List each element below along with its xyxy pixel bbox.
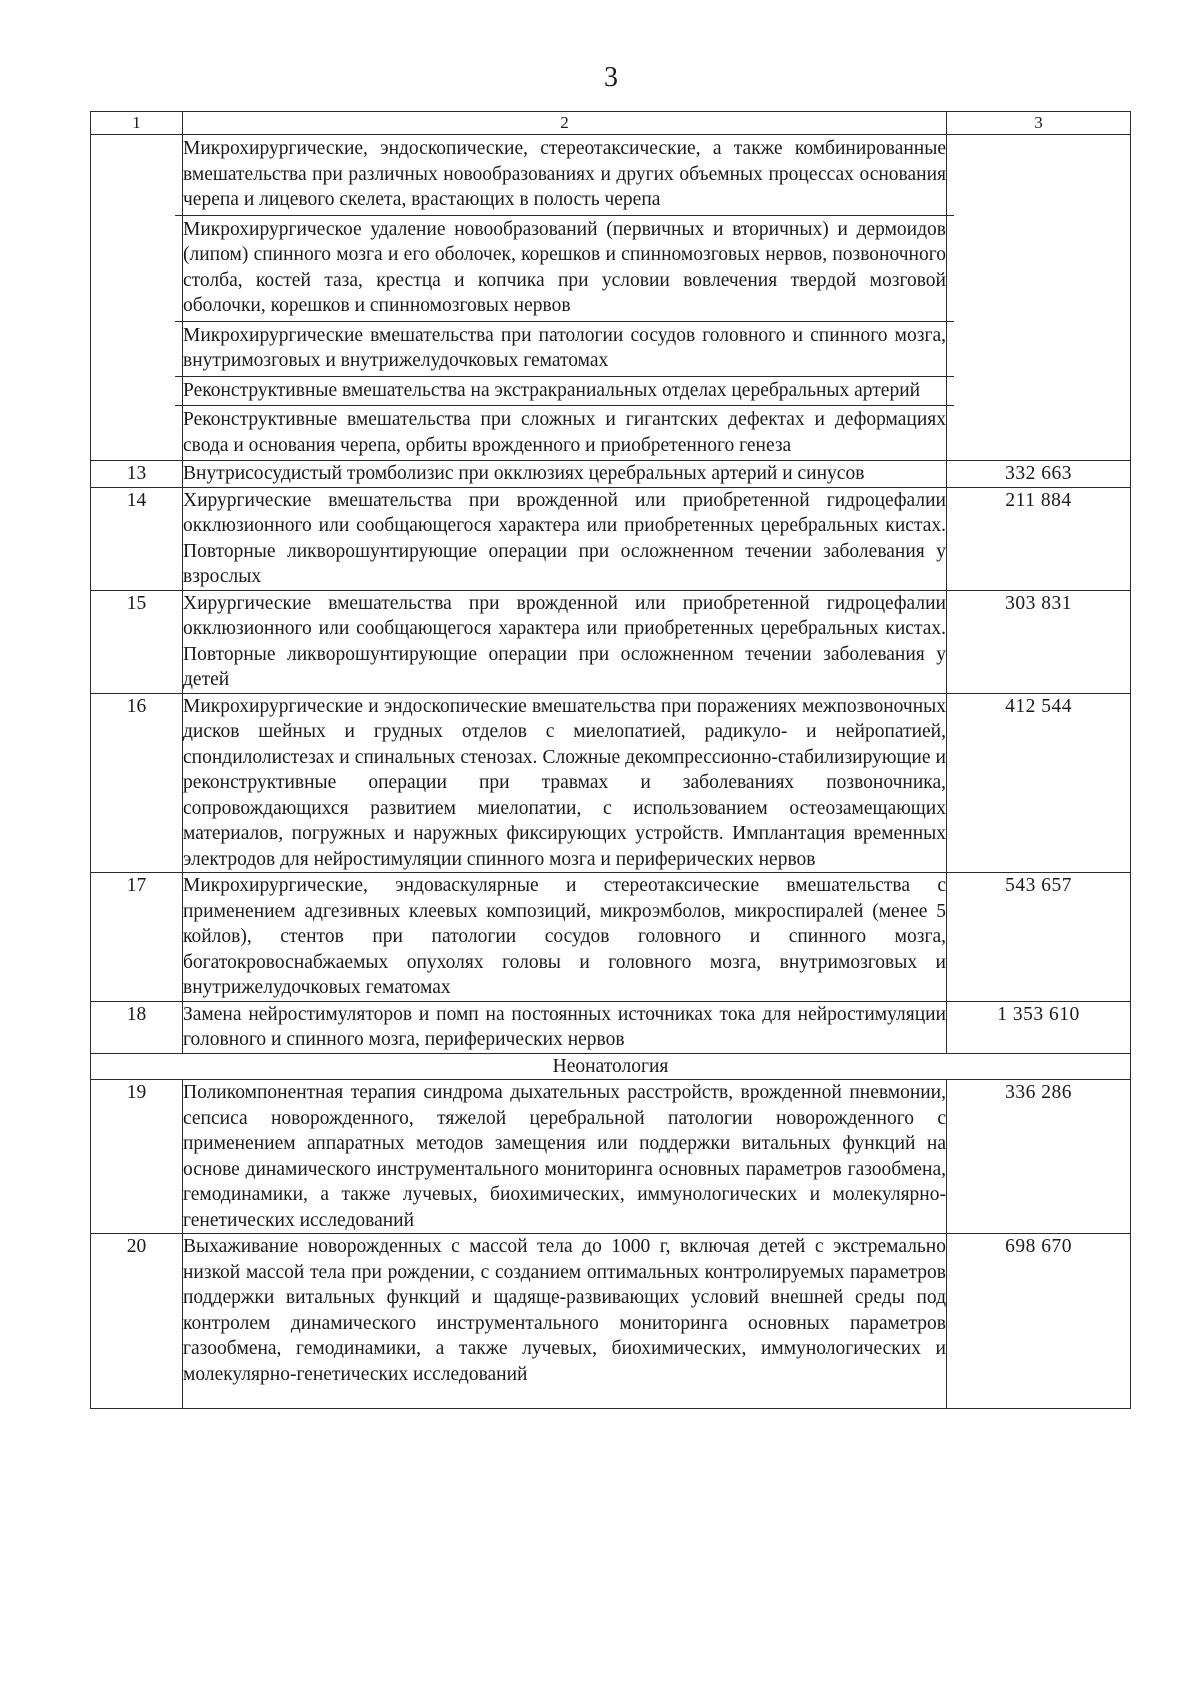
sub-item: Реконструктивные вмешательства при сложных и гигантских дефектах и деформациях свода и основания черепа, орбиты врожденного и приобретенного генеза xyxy=(183,409,946,456)
row-number: 17 xyxy=(91,873,183,1002)
row-description: Хирургические вмешательства при врожденной или приобретенной гидроцефалии окклюзионного или сообщающегося характера или приобретенных церебральных кистах. Повторные ликворошунтирующие операции при осложненном течении заболевания у взрослых xyxy=(183,487,947,590)
row-description: Замена нейростимуляторов и помп на постоянных источниках тока для нейростимуляции головного и спинного мозга, периферических нервов xyxy=(183,1001,947,1053)
header-col-2: 2 xyxy=(183,112,947,135)
row-price: 211 884 xyxy=(947,487,1131,590)
row-price: 332 663 xyxy=(947,461,1131,488)
row-description: Внутрисосудистый тромболизис при окклюзиях церебральных артерий и синусов xyxy=(183,461,947,488)
row-number xyxy=(91,135,183,461)
services-table xyxy=(90,111,1131,1409)
row-number: 18 xyxy=(91,1001,183,1053)
table-row xyxy=(91,1080,1131,1234)
table-row xyxy=(91,873,1131,1002)
sub-item: Микрохирургические, эндоскопические, стереотаксические, а также комбинированные вмешательства при различных новообразованиях и других объемных процессах основания черепа и лицевого скелета, врастающих в полость черепа xyxy=(175,135,954,216)
row-number: 16 xyxy=(91,693,183,873)
row-number: 20 xyxy=(91,1234,183,1409)
table-row xyxy=(91,693,1131,873)
table-row-continued xyxy=(91,135,1131,461)
section-heading-row xyxy=(91,1053,1131,1080)
row-price: 336 286 xyxy=(947,1080,1131,1234)
section-title: Неонатология xyxy=(91,1053,1131,1080)
row-price: 1 353 610 xyxy=(947,1001,1131,1053)
row-description: Хирургические вмешательства при врожденной или приобретенной гидроцефалии окклюзионного или сообщающегося характера или приобретенных церебральных кистах. Повторные ликворошунтирующие операции при осложненном течении заболевания у детей xyxy=(183,590,947,693)
table-header-row xyxy=(91,112,1131,135)
table-row xyxy=(91,487,1131,590)
sub-item: Реконструктивные вмешательства на экстракраниальных отделах церебральных артерий xyxy=(175,377,954,407)
sub-item: Микрохирургическое удаление новообразований (первичных и вторичных) и дермоидов (липом) спинного мозга и его оболочек, корешков и спинномозговых нервов, позвоночного столба, костей таза, крестца и копчика при условии вовлечения твердой мозговой оболочки, корешков и спинномозговых нервов xyxy=(175,216,954,322)
row-description xyxy=(183,135,947,461)
table-row xyxy=(91,1234,1131,1409)
row-price xyxy=(947,135,1131,461)
row-number: 14 xyxy=(91,487,183,590)
header-col-1: 1 xyxy=(91,112,183,135)
sub-item: Микрохирургические вмешательства при патологии сосудов головного и спинного мозга, внутримозговых и внутрижелудочковых гематомах xyxy=(175,322,954,377)
table-row xyxy=(91,461,1131,488)
row-number: 19 xyxy=(91,1080,183,1234)
row-description: Микрохирургические и эндоскопические вмешательства при поражениях межпозвоночных дисков шейных и грудных отделов с миелопатией, радикуло- и нейропатией, спондилолистезах и спинальных стенозах. Сложные декомпрессионно-стабилизирующие и реконструктивные операции при травмах и заболеваниях позвоночника, сопровождающихся развитием миелопатии, с использованием остеозамещающих материалов, погружных и наружных фиксирующих устройств. Имплантация временных электродов для нейростимуляции спинного мозга и периферических нервов xyxy=(183,693,947,873)
row-description: Микрохирургические, эндоваскулярные и стереотаксические вмешательства с применением адгезивных клеевых композиций, микроэмболов, микроспиралей (менее 5 койлов), стентов при патологии сосудов головного и спинного мозга, богатокровоснабжаемых опухолях головы и головного мозга, внутримозговых и внутрижелудочковых гематомах xyxy=(183,873,947,1002)
row-price: 412 544 xyxy=(947,693,1131,873)
row-description: Поликомпонентная терапия синдрома дыхательных расстройств, врожденной пневмонии, сепсиса новорожденного, тяжелой церебральной патологии новорожденного с применением аппаратных методов замещения или поддержки витальных функций на основе динамического инструментального мониторинга основных параметров газообмена, гемодинамики, а также лучевых, биохимических, иммунологических и молекулярно-генетических исследований xyxy=(183,1080,947,1234)
page-number: 3 xyxy=(604,62,618,93)
row-number: 15 xyxy=(91,590,183,693)
table-row xyxy=(91,590,1131,693)
row-price: 303 831 xyxy=(947,590,1131,693)
row-number: 13 xyxy=(91,461,183,488)
table-row xyxy=(91,1001,1131,1053)
row-description: Выхаживание новорожденных с массой тела до 1000 г, включая детей с экстремально низкой массой тела при рождении, с созданием оптимальных контролируемых параметров поддержки витальных функций и щадяще-развивающих условий внешней среды под контролем динамического инструментального мониторинга основных параметров газообмена, гемодинамики, а также лучевых, биохимических, иммунологических и молекулярно-генетических исследований xyxy=(183,1234,947,1409)
header-col-3: 3 xyxy=(947,112,1131,135)
row-price: 543 657 xyxy=(947,873,1131,1002)
row-price: 698 670 xyxy=(947,1234,1131,1409)
